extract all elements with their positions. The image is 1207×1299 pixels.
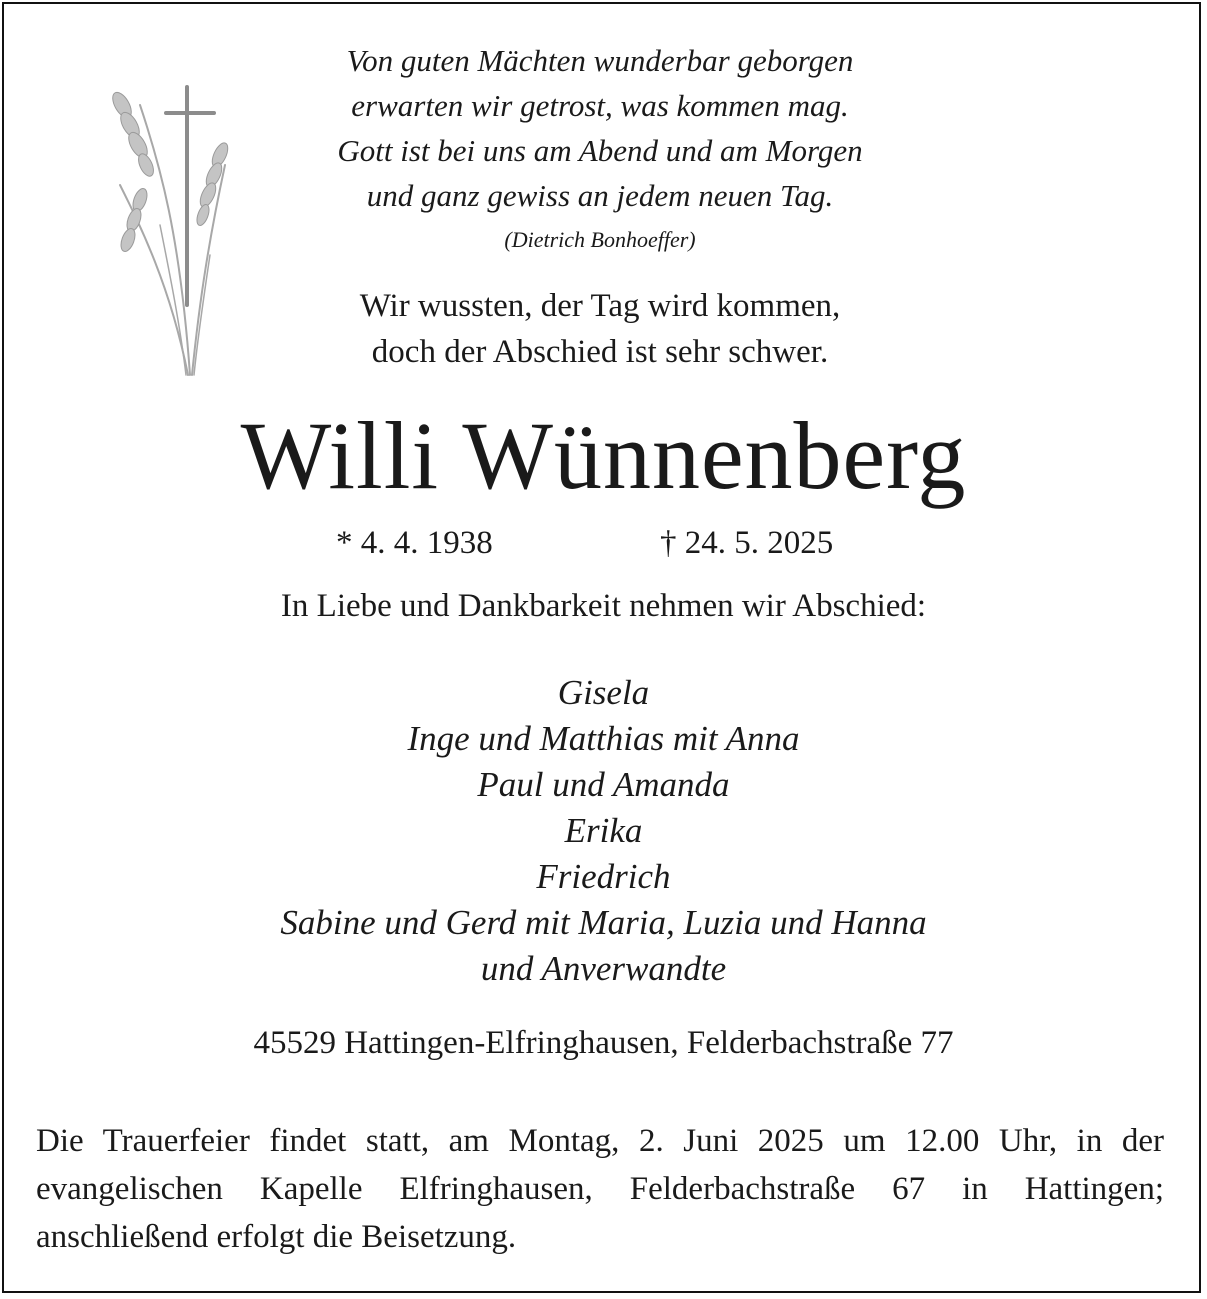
poem-line: und ganz gewiss an jedem neuen Tag.: [366, 178, 834, 213]
poem-line: erwarten wir getrost, was kommen mag.: [351, 88, 849, 123]
mourner-entry: Erika: [564, 811, 643, 850]
poem-line: Von guten Mächten wunderbar geborgen: [346, 43, 854, 78]
family-address: 45529 Hattingen-Elfringhausen, Felderbachstraße 77: [253, 1025, 954, 1061]
mourner-entry: Gisela: [557, 673, 650, 712]
intro-line: doch der Abschied ist sehr schwer.: [371, 334, 829, 370]
poem-author: (Dietrich Bonhoeffer): [504, 227, 696, 252]
farewell-text: In Liebe und Dankbarkeit nehmen wir Abschied:: [280, 588, 927, 624]
intro-line: Wir wussten, der Tag wird kommen,: [359, 288, 841, 324]
intro-text: [240, 283, 960, 375]
cross-with-wheat-icon: [100, 75, 230, 380]
poem-line: Gott ist bei uns am Abend und am Morgen: [337, 133, 863, 168]
deceased-name: Willi Wünnenberg: [240, 402, 967, 509]
mourner-entry: Inge und Matthias mit Anna: [407, 719, 800, 758]
birth-date: * 4. 4. 1938: [336, 525, 493, 561]
mourner-entry: Sabine und Gerd mit Maria, Luzia und Hanna: [280, 903, 927, 942]
mourner-entry: Friedrich: [536, 857, 671, 896]
funeral-service-info: Die Trauerfeier findet statt, am Montag, 2. Juni 2025 um 12.00 Uhr, in der evangelischen Kapelle Elfringhausen, Felderbachstraße 67 in Hattingen; anschließend erfolgt die Beisetzung.: [36, 1123, 1164, 1255]
mourners-list: [0, 670, 1207, 992]
mourner-entry: und Anverwandte: [480, 949, 727, 988]
mourner-entry: Paul und Amanda: [477, 765, 730, 804]
death-date: † 24. 5. 2025: [660, 525, 834, 561]
poem: [240, 38, 960, 262]
